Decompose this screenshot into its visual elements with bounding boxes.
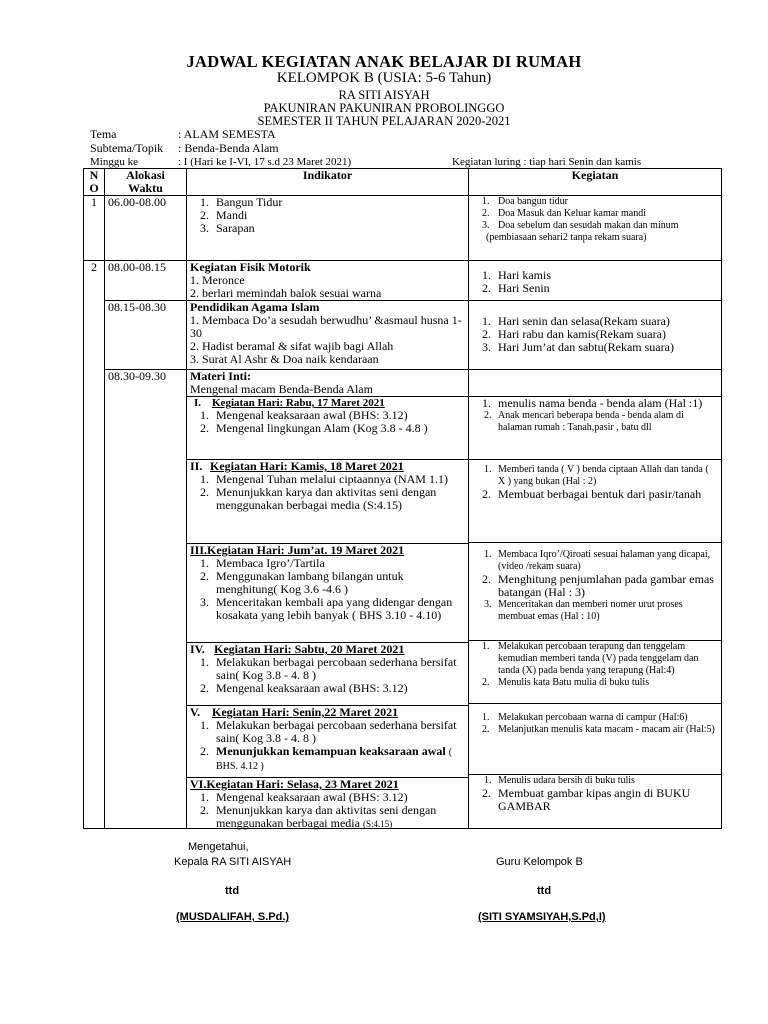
- list-item: 2. Mandi: [212, 209, 465, 222]
- list-item: 3. Menceritakan dan memberi nomer urut proses membuat emas (Hal : 10): [494, 599, 718, 623]
- day-kegiatan: [469, 774, 721, 825]
- list-item: 1. Meronce: [190, 273, 245, 287]
- list-item: 2. Doa Masuk dan Keluar kamar mandi: [492, 208, 718, 220]
- table-row: [84, 261, 722, 301]
- list-item: 1. Membaca Igro’/Tartila: [212, 557, 465, 570]
- minggu-label: Minggu ke: [90, 156, 138, 168]
- section-subtitle: Mengenal macam Benda-Benda Alam: [190, 382, 373, 396]
- row-time: 06.00-08.00: [105, 196, 187, 261]
- school-name: RA SITI AISYAH: [338, 88, 430, 102]
- list-item: 3. Menceritakan kembali apa yang didengar dengan kosakata yang lebih banyak ( BHS 3.10 - 4.10): [212, 596, 465, 622]
- list-item: 1. Memberi tanda ( V ) benda ciptaan Allah dan tanda ( X ) yang bukan (Hal : 2): [494, 464, 718, 488]
- list-item: 3. Sarapan: [212, 222, 465, 235]
- subtema-value: : Benda-Benda Alam: [178, 141, 279, 155]
- day-kegiatan: [469, 640, 721, 703]
- header-kegiatan: Kegiatan: [469, 169, 722, 196]
- list-item: 1. Hari kamis: [494, 269, 718, 282]
- list-item: 2. Menulis kata Batu mulia di buku tulis: [492, 677, 718, 689]
- row-number: 2: [84, 261, 105, 829]
- list-item: 2. Mengenal lingkungan Alam (Kog 3.8 - 4.8 ): [212, 422, 465, 435]
- list-item: 2. Anak mencari beberapa benda - benda alam di halaman rumah : Tanah,pasir , batu dll: [494, 410, 718, 434]
- day-label: II. Kegiatan Hari: Kamis, 18 Maret 2021: [190, 459, 404, 473]
- list-item: 1. Melakukan percobaan terapung dan tenggelam kemudian memberi tanda (V) pada tenggelam dan tanda (X) pada benda yang terapung (Hal:4): [492, 641, 718, 677]
- list-item: 2. berlari memindah balok sesuai warna: [190, 286, 382, 300]
- list-item: 1. Mengenal keaksaraan awal (BHS: 3.12): [212, 409, 465, 422]
- row-kegiatan: [469, 196, 722, 261]
- right-signer-name: (SITI SYAMSIYAH,S.Pd,I): [478, 911, 606, 923]
- list-item: 2. Hadist beramal & sifat wajib bagi Allah: [190, 339, 394, 353]
- school-location: PAKUNIRAN PAKUNIRAN PROBOLINGGO: [263, 101, 505, 115]
- list-item: 2. Menggunakan lambang bilangan untuk menghitung( Kog 3.6 -4.6 ): [212, 570, 465, 596]
- row-indikator: [187, 261, 469, 301]
- kegiatan-spacer: [472, 370, 718, 396]
- row-kegiatan: [469, 370, 722, 829]
- tema-value: : ALAM SEMESTA: [178, 127, 276, 141]
- document-title: JADWAL KEGIATAN ANAK BELAJAR DI RUMAH: [186, 52, 582, 71]
- header-no: N O: [84, 169, 105, 196]
- list-item: 2. Menghitung penjumlahan pada gambar emas batangan (Hal : 3): [494, 573, 718, 599]
- list-item: 2. Hari Senin: [494, 282, 718, 295]
- list-item: 1. Bangun Tidur: [212, 196, 465, 209]
- right-ttd: ttd: [537, 885, 552, 897]
- row-time: 08.15-08.30: [105, 301, 187, 370]
- day-kegiatan: [469, 459, 721, 542]
- list-item: 1. Membaca Iqro’/Qiroati sesuai halaman yang dicapai, (video /rekam suara): [494, 549, 718, 573]
- day-label: IV. Kegiatan Hari: Sabtu, 20 Maret 2021: [190, 642, 405, 656]
- left-signer-role: Kepala RA SITI AISYAH: [174, 856, 292, 868]
- day-label: VI.Kegiatan Hari: Selasa, 23 Maret 2021: [190, 777, 399, 791]
- left-signer-name: (MUSDALIFAH, S.Pd.): [176, 911, 290, 923]
- list-item: 1. Melakukan percobaan warna di campur (Hal:6): [492, 712, 718, 724]
- right-signer-role: Guru Kelompok B: [496, 856, 583, 868]
- day-block: [187, 459, 468, 543]
- list-item: 1. menulis nama benda - benda alam (Hal :1): [494, 397, 718, 410]
- list-item: 3. Doa sebelum dan sesudah makan dan minum: [492, 220, 718, 232]
- table-row: [84, 301, 722, 370]
- list-item: 2. Membuat berbagai bentuk dari pasir/tanah: [494, 488, 718, 501]
- list-item: 2. Menunjukkan kemampuan keaksaraan awal ( BHS. 4.12 ): [212, 745, 465, 773]
- day-kegiatan: [469, 542, 721, 640]
- day-block: [187, 705, 468, 777]
- list-item: 1. Mengenal keaksaraan awal (BHS: 3.12): [212, 791, 465, 804]
- tema-label: Tema: [90, 127, 117, 141]
- row-kegiatan: [469, 301, 722, 370]
- schedule-table: [83, 168, 722, 829]
- list-item: 1. Melakukan berbagai percobaan sederhana bersifat sain( Kog 3.8 - 4. 8 ): [212, 719, 465, 745]
- day-block: [187, 642, 468, 705]
- table-row: [84, 196, 722, 261]
- row-indikator: [187, 196, 469, 261]
- mengetahui-label: Mengetahui,: [188, 841, 249, 853]
- header-waktu: Alokasi Waktu: [105, 169, 187, 196]
- table-row: [84, 370, 722, 829]
- list-item: 2. Membuat gambar kipas angin di BUKU GAMBAR: [494, 787, 718, 813]
- day-kegiatan: [469, 396, 721, 459]
- list-item: 1. Mengenal Tuhan melalui ciptaannya (NAM 1.1): [212, 473, 465, 486]
- list-item: 2. Hari rabu dan kamis(Rekam suara): [494, 328, 718, 341]
- row-indikator: [187, 301, 469, 370]
- list-item: 1. Melakukan berbagai percobaan sederhana bersifat sain( Kog 3.8 - 4. 8 ): [212, 656, 465, 682]
- row-indikator: [187, 370, 469, 829]
- list-item: 1. Hari senin dan selasa(Rekam suara): [494, 315, 718, 328]
- list-item: 2. Mengenal keaksaraan awal (BHS: 3.12): [212, 682, 465, 695]
- semester-line: SEMESTER II TAHUN PELAJARAN 2020-2021: [257, 114, 511, 128]
- day-block: [187, 777, 468, 828]
- luring-note: Kegiatan luring : tiap hari Senin dan kamis: [452, 156, 642, 168]
- section-title: Kegiatan Fisik Motorik: [190, 260, 311, 274]
- subtema-label: Subtema/Topik: [90, 141, 164, 155]
- group-subtitle: KELOMPOK B (USIA: 5-6 Tahun): [276, 70, 492, 86]
- list-item: 3. Hari Jum’at dan sabtu(Rekam suara): [494, 341, 718, 354]
- row-time: 08.30-09.30: [105, 370, 187, 829]
- row-number: 1: [84, 196, 105, 261]
- row-time: 08.00-08.15: [105, 261, 187, 301]
- kegiatan-note: (pembiasaan sehari2 tanpa rekam suara): [486, 232, 647, 243]
- list-item: 2. Melanjutkan menulis kata macam - macam air (Hal:5): [492, 724, 718, 736]
- day-label: V. Kegiatan Hari: Senin,22 Maret 2021: [190, 705, 399, 719]
- day-label: I. Kegiatan Hari: Rabu, 17 Maret 2021: [194, 397, 385, 409]
- list-item: 1. Doa bangun tidur: [492, 196, 718, 208]
- list-item: 1. Membaca Do’a sesudah berwudhu’ &asmaul husna 1-30: [190, 313, 462, 340]
- minggu-value: : I (Hari ke I-VI, 17 s.d 23 Maret 2021): [178, 156, 352, 168]
- day-kegiatan: [469, 703, 721, 774]
- table-header-row: [84, 169, 722, 196]
- day-label: III.Kegiatan Hari: Jum’at. 19 Maret 2021: [190, 543, 405, 557]
- left-ttd: ttd: [225, 885, 240, 897]
- list-item: 3. Surat Al Ashr & Doa naik kendaraan: [190, 352, 379, 366]
- day-block: [187, 396, 468, 459]
- day-block: [187, 543, 468, 642]
- list-item: 2. Menunjukkan karya dan aktivitas seni dengan menggunakan berbagai media (S:4.15): [212, 486, 465, 512]
- row-kegiatan: [469, 261, 722, 301]
- section-title: Materi Inti:: [190, 369, 251, 383]
- list-item: 1. Menulis udara bersih di buku tulis: [494, 775, 718, 787]
- list-item: 2. Menunjukkan karya dan aktivitas seni dengan menggunakan berbagai media (S:4.15): [212, 804, 465, 831]
- section-title: Pendidikan Agama Islam: [190, 300, 320, 314]
- header-indikator: Indikator: [187, 169, 469, 196]
